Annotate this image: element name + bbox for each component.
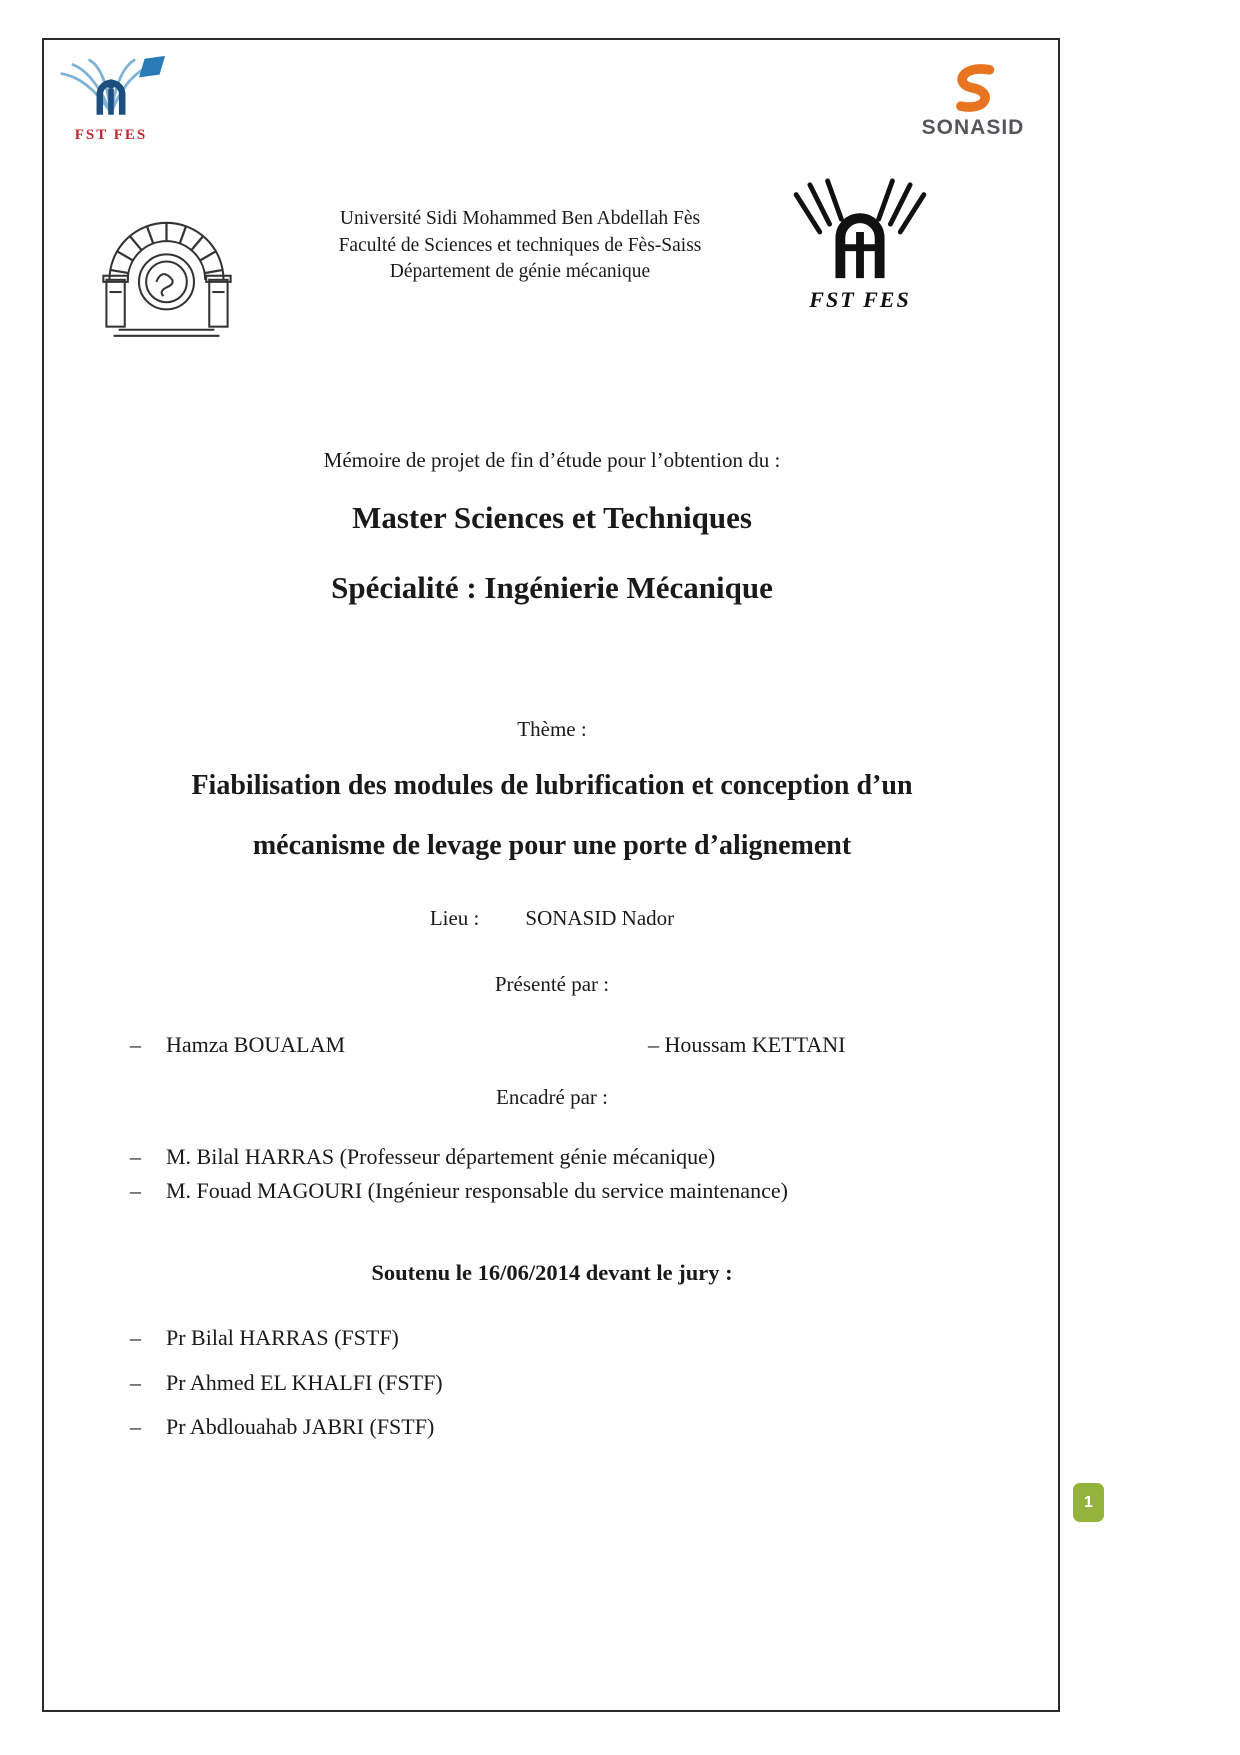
location-label: Lieu : [429,906,480,930]
jury-member-1 [130,1325,399,1351]
institution-line-3: Département de génie mécanique [389,261,651,282]
list-dash: – [130,1178,141,1203]
thesis-title-line-1: Fiabilisation des modules de lubrification et conception d’un [191,770,913,801]
list-dash: – [130,1370,141,1395]
fst-fes-blue-logo-label: FST FES [74,127,148,143]
supervisor-1-text: M. Bilal HARRAS (Professeur département génie mécanique) [166,1144,716,1169]
defense-heading: Soutenu le 16/06/2014 devant le jury : [371,1260,733,1285]
sonasid-logo-label: SONASID [921,116,1025,139]
sonasid-logo [898,62,1048,140]
institution-line-1: Université Sidi Mohammed Ben Abdellah Fès [339,208,701,229]
author-1-name: Hamza BOUALAM [166,1032,346,1057]
thesis-title-line-2: mécanisme de levage pour une porte d’alignement [252,830,852,861]
supervised-by-label: Encadré par : [496,1085,608,1109]
supervisor-1 [130,1144,715,1170]
intro-line: Mémoire de projet de fin d’étude pour l’obtention du : [323,448,781,472]
fst-fes-blue-logo [50,55,172,144]
list-dash: – [130,1325,141,1350]
fst-fes-black-logo-icon [780,175,940,285]
location-line [42,906,1062,931]
presented-by-label: Présenté par : [494,972,610,996]
author-2-name: Houssam KETTANI [664,1032,846,1057]
speciality-title: Spécialité : Ingénierie Mécanique [331,570,773,605]
list-dash: – [130,1144,141,1169]
author-2 [648,1032,845,1058]
jury-member-3 [130,1414,434,1440]
page-number-badge: 1 [1073,1483,1104,1522]
supervisor-2-text: M. Fouad MAGOURI (Ingénieur responsable du service maintenance) [166,1178,788,1203]
author-1 [130,1032,345,1058]
fst-fes-blue-logo-icon [50,55,172,125]
institution-line-2: Faculté de Sciences et techniques de Fès-Saiss [338,234,702,256]
jury-member-3-text: Pr Abdlouahab JABRI (FSTF) [166,1414,435,1439]
degree-title: Master Sciences et Techniques [352,500,752,535]
jury-member-1-text: Pr Bilal HARRAS (FSTF) [166,1325,399,1350]
jury-member-2 [130,1370,443,1396]
fst-fes-black-logo-label: FST FES [809,287,911,312]
list-dash: – [130,1032,141,1057]
institution-block [255,206,785,286]
theme-label: Thème : [517,717,587,741]
sonasid-logo-icon [898,62,1048,114]
supervisor-2 [130,1178,788,1204]
university-emblem-icon [96,178,238,346]
fst-fes-black-logo [780,175,940,313]
jury-member-2-text: Pr Ahmed EL KHALFI (FSTF) [166,1370,443,1395]
location-value: SONASID Nador [525,906,675,930]
list-dash: – [130,1414,141,1439]
list-dash: – [648,1032,659,1057]
